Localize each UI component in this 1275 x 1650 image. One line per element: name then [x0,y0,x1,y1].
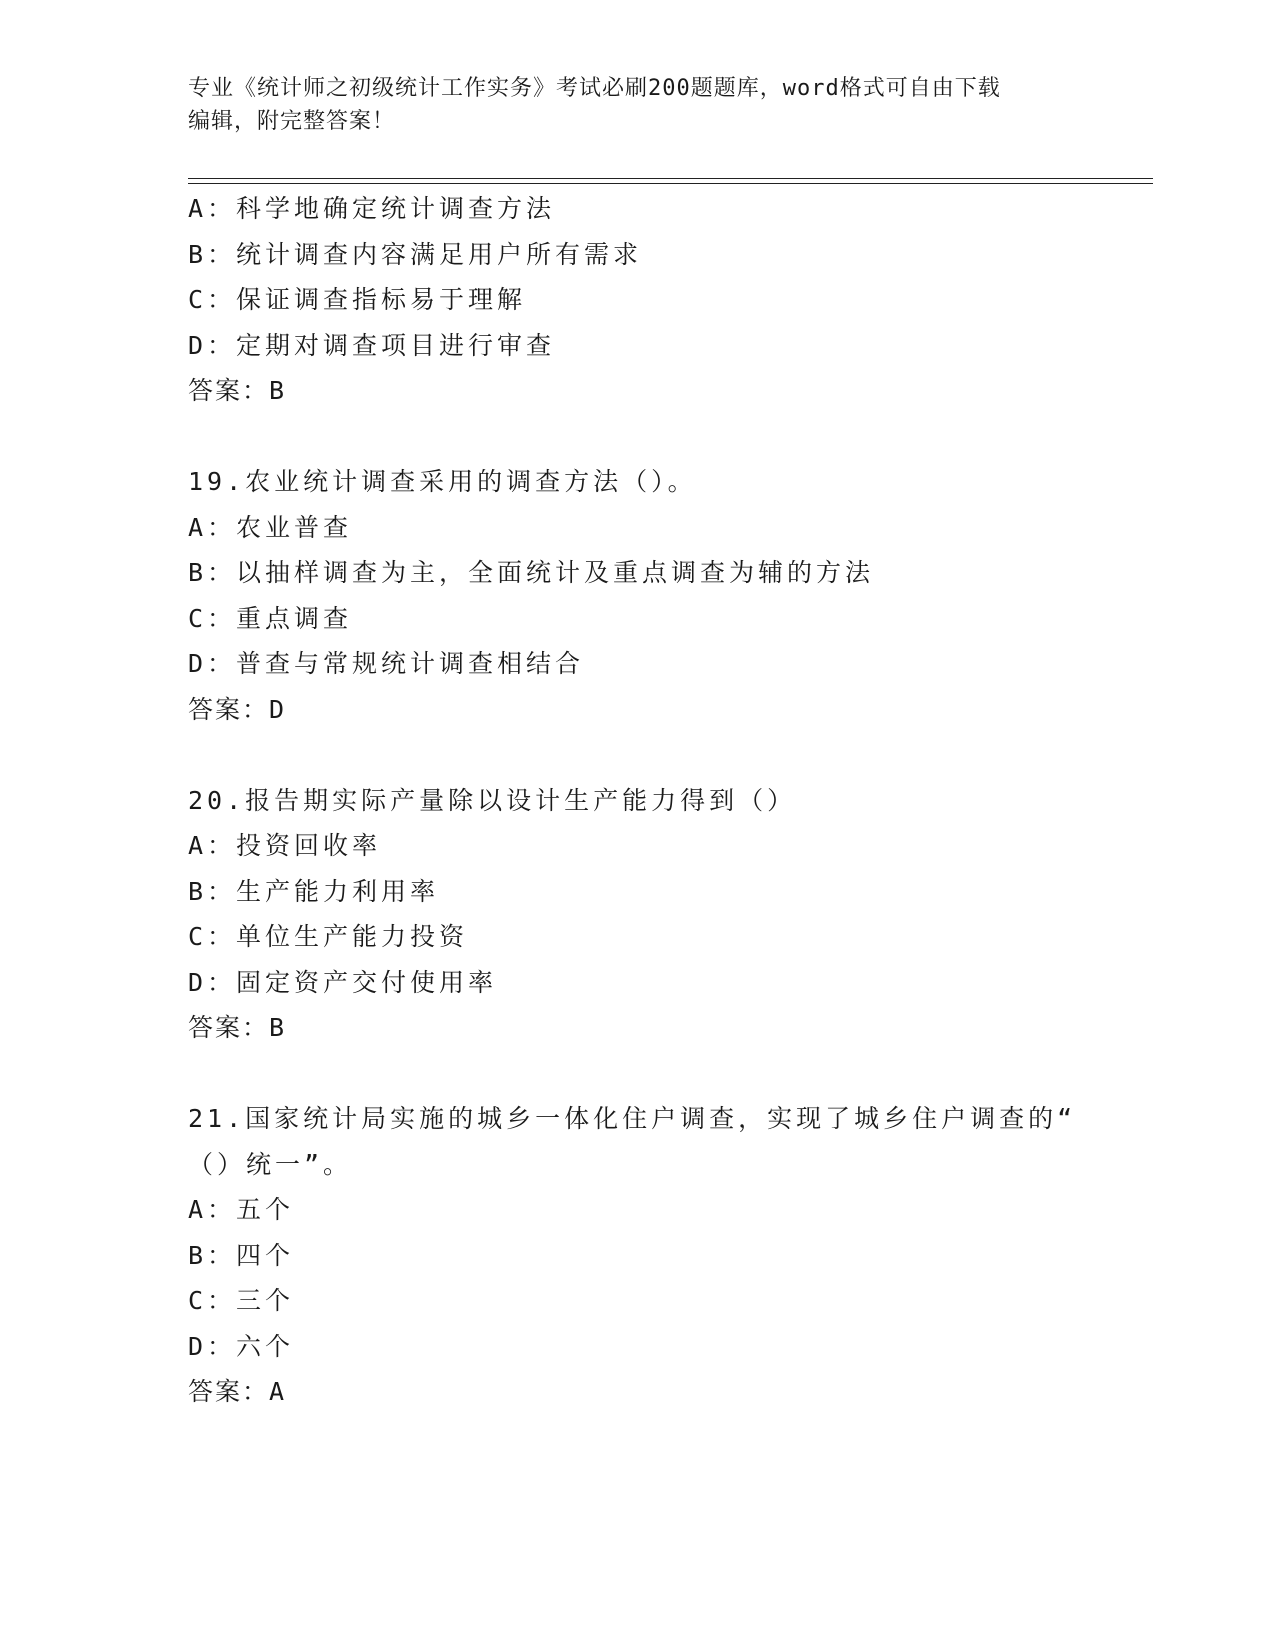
option-c: C：保证调查指标易于理解 [188,285,527,314]
option-b: B：以抽样调查为主，全面统计及重点调查为辅的方法 [188,558,875,587]
answer-line: 答案：A [188,1377,287,1406]
option-d: D：六个 [188,1331,295,1361]
spacer [188,414,1088,460]
question-18 [188,186,1088,414]
option-c: C：重点调查 [188,603,353,633]
option-d: D：固定资产交付使用率 [188,967,498,997]
option-b: B：四个 [188,1240,295,1270]
spacer [188,732,1088,778]
option-a: A：投资回收率 [188,831,382,860]
option-a: A：科学地确定统计调查方法 [188,194,556,223]
question-list [188,186,1088,1415]
question-stem: 20.报告期实际产量除以设计生产能力得到（） [188,785,797,815]
spacer [188,1051,1088,1097]
answer-line: 答案：B [188,376,287,405]
option-a: A：农业普查 [188,512,353,542]
document-header [188,72,1088,138]
option-c: C：单位生产能力投资 [188,922,469,951]
question-19 [188,459,1088,732]
option-a: A：五个 [188,1195,295,1224]
header-title-line-1: 专业《统计师之初级统计工作实务》考试必刷200题题库，word格式可自由下载 [188,76,1001,101]
question-stem-line-2: （）统一”。 [188,1149,353,1179]
question-21 [188,1096,1088,1415]
option-d: D：定期对调查项目进行审查 [188,330,556,360]
answer-line: 答案：B [188,1013,287,1042]
option-d: D：普查与常规统计调查相结合 [188,649,585,678]
header-divider-bottom [188,183,1153,184]
question-stem: 19.农业统计调查采用的调查方法（）。 [188,467,697,496]
option-c: C：三个 [188,1286,295,1315]
option-b: B：生产能力利用率 [188,876,440,906]
header-divider-top [188,178,1153,179]
question-stem-line-1: 21.国家统计局实施的城乡一体化住户调查，实现了城乡住户调查的“ [188,1104,1077,1133]
answer-line: 答案：D [188,694,287,724]
header-title-line-2: 编辑，附完整答案！ [188,109,396,134]
option-b: B：统计调查内容满足用户所有需求 [188,239,643,269]
question-20 [188,778,1088,1051]
